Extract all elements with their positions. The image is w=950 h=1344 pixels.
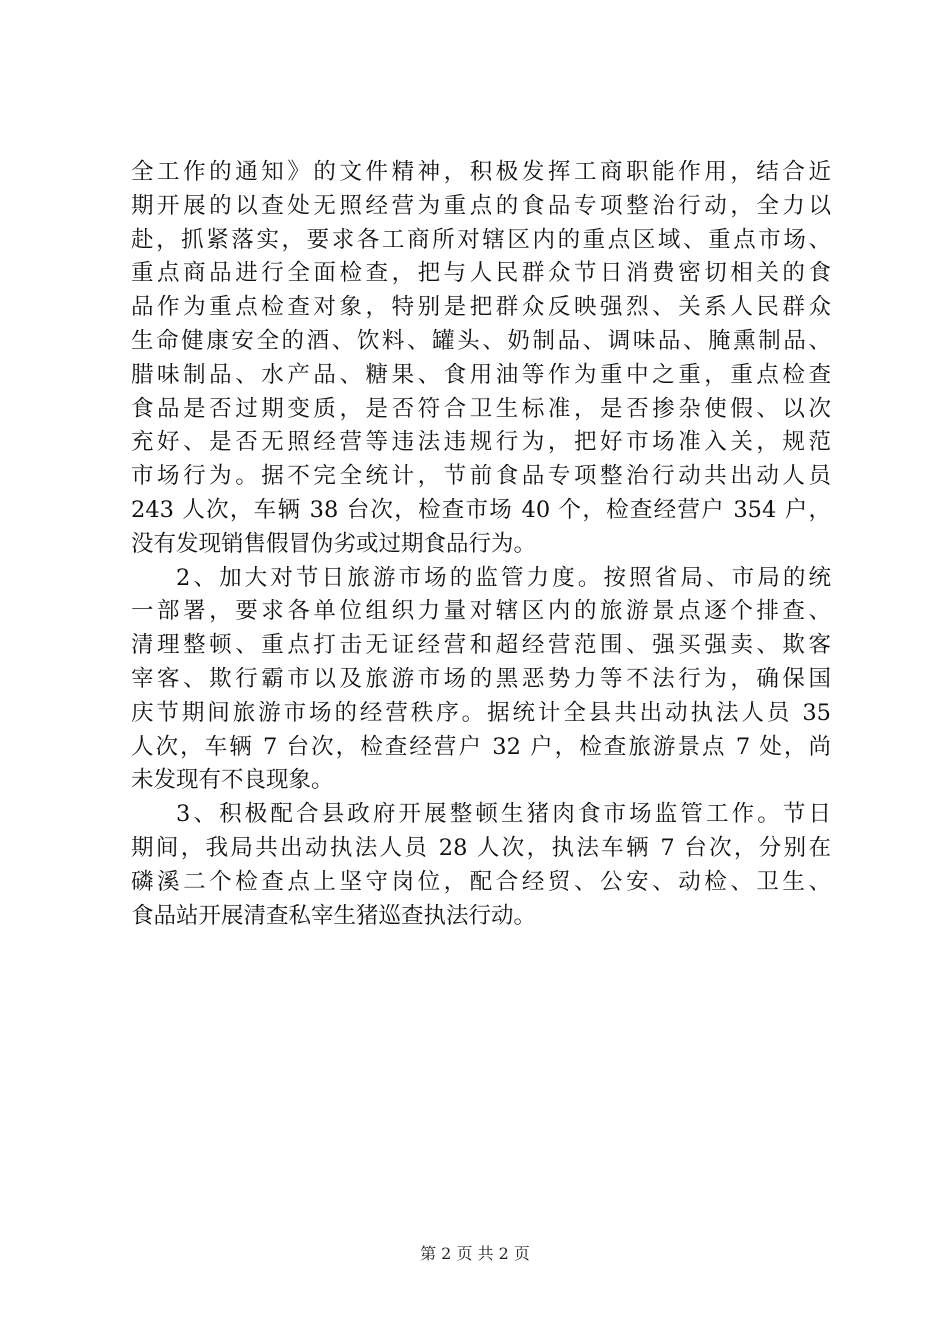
body-text (131, 156, 831, 933)
text-line: 全工作的通知》的文件精神，积极发挥工商职能作用，结合近 (131, 159, 831, 185)
text-line: 期开展的以查处无照经营为重点的食品专项整治行动，全力以 (131, 192, 831, 219)
text-line: 期间，我局共出动执法人员 28 人次，执法车辆 7 台次，分别在 (131, 834, 831, 861)
text-line: 品作为重点检查对象，特别是把群众反映强烈、关系人民群众 (131, 294, 831, 321)
text-line: 食品站开展清查私宰生猪巡查执法行动。 (131, 902, 537, 929)
text-line: 2、加大对节日旅游市场的监管力度。按照省局、市局的统 (176, 564, 831, 591)
text-line: 磷溪二个检查点上坚守岗位，配合经贸、公安、动检、卫生、 (131, 868, 831, 895)
text-line: 宰客、欺行霸市以及旅游市场的黑恶势力等不法行为，确保国 (131, 665, 831, 692)
text-line: 市场行为。据不完全统计，节前食品专项整治行动共出动人员 (131, 463, 831, 490)
text-line: 食品是否过期变质，是否符合卫生标准，是否掺杂使假、以次 (131, 395, 831, 422)
text-line: 3、积极配合县政府开展整顿生猪肉食市场监管工作。节日 (176, 801, 831, 828)
paragraph-pork-market (131, 798, 831, 933)
paragraph-tourism-market (131, 562, 831, 799)
text-line: 生命健康安全的酒、饮料、罐头、奶制品、调味品、腌熏制品、 (131, 327, 831, 354)
text-line: 庆节期间旅游市场的经营秩序。据统计全县共出动执法人员 35 (131, 699, 831, 726)
text-line: 清理整顿、重点打击无证经营和超经营范围、强买强卖、欺客 (131, 632, 831, 659)
text-line: 243 人次，车辆 38 台次，检查市场 40 个，检查经营户 354 户， (131, 496, 831, 523)
text-line: 未发现有不良现象。 (131, 767, 334, 794)
text-line: 腊味制品、水产品、糖果、食用油等作为重中之重，重点检查 (131, 361, 831, 388)
paragraph-food-inspection (131, 156, 831, 562)
text-line: 充好、是否无照经营等违法违规行为，把好市场准入关，规范 (131, 429, 831, 456)
text-line: 赴，抓紧落实，要求各工商所对辖区内的重点区域、重点市场、 (131, 226, 831, 253)
text-line: 人次，车辆 7 台次，检查经营户 32 户，检查旅游景点 7 处，尚 (131, 733, 831, 760)
text-line: 一部署，要求各单位组织力量对辖区内的旅游景点逐个排查、 (131, 598, 831, 625)
page-number-footer: 第 2 页 共 2 页 (420, 1244, 530, 1263)
text-line: 重点商品进行全面检查，把与人民群众节日消费密切相关的食 (131, 260, 831, 287)
text-line: 没有发现销售假冒伪劣或过期食品行为。 (131, 530, 537, 557)
